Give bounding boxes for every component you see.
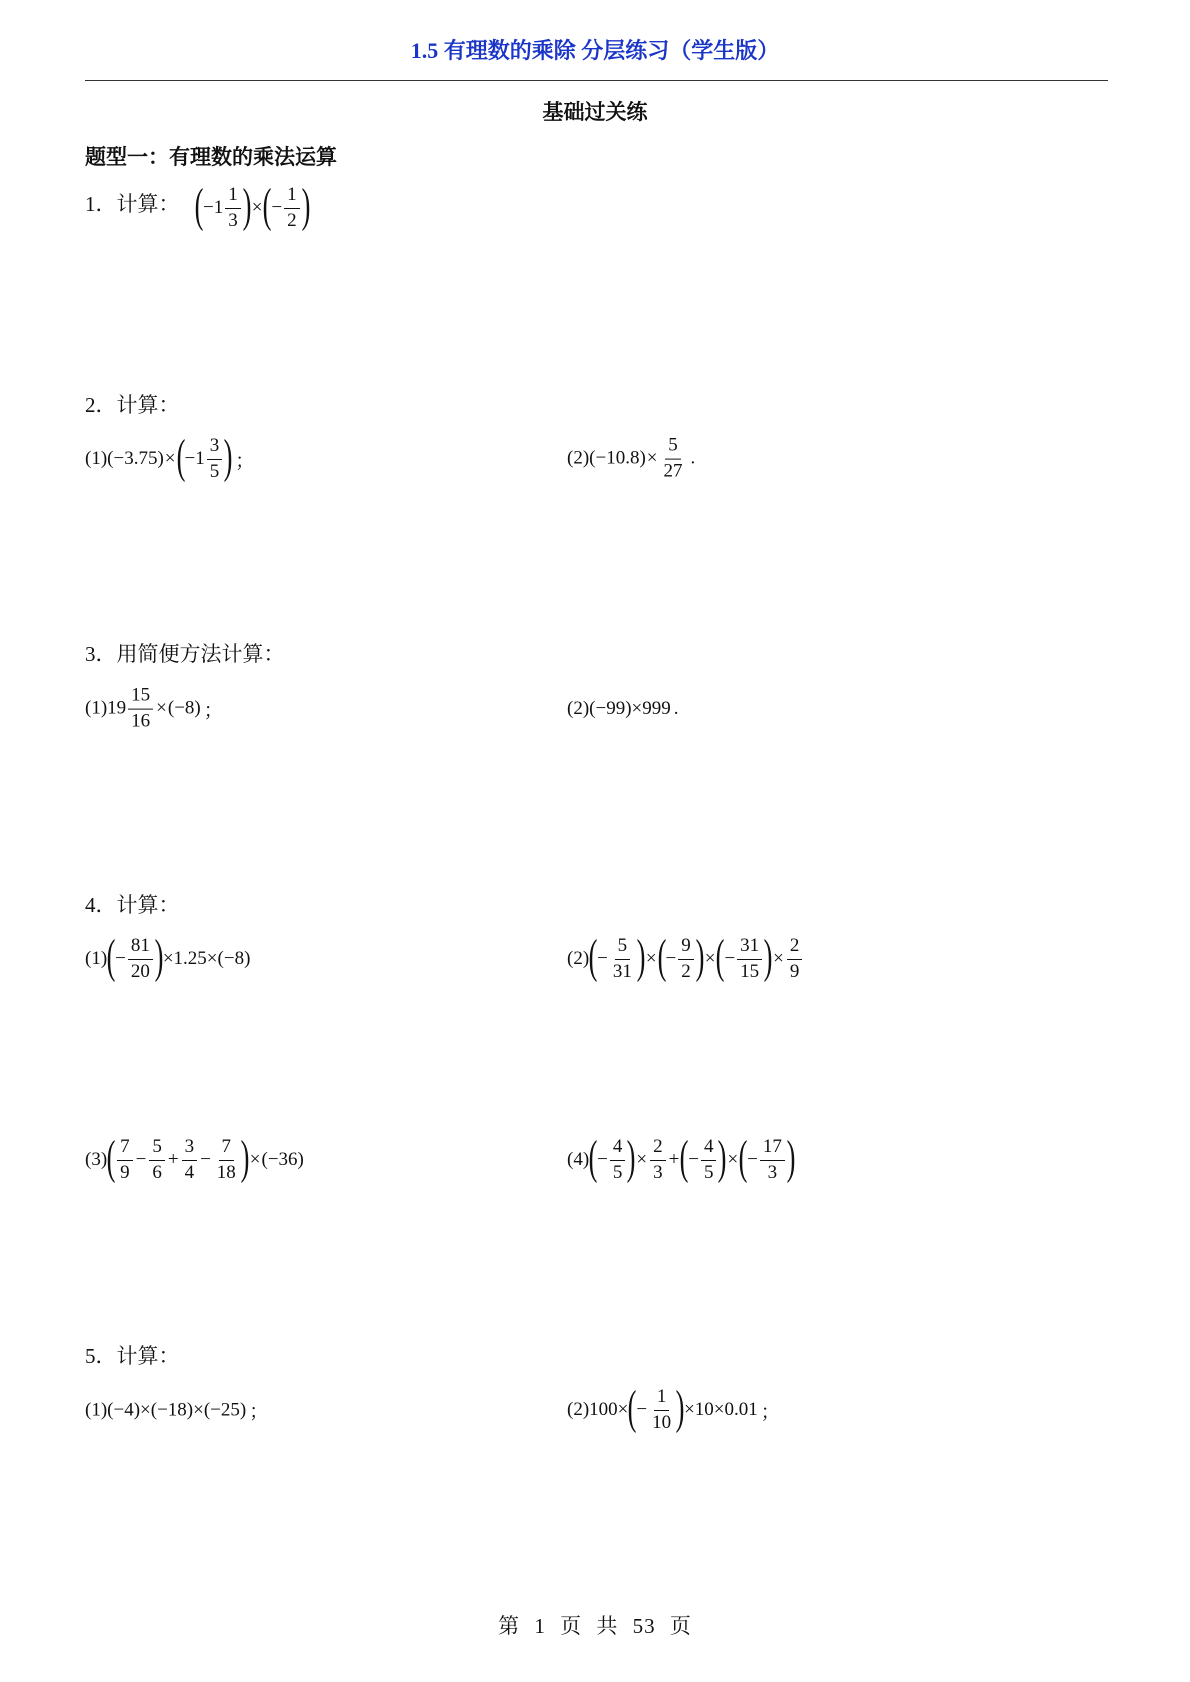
times-sign: × bbox=[727, 1149, 739, 1170]
fraction: $\frac{5}{27}$ bbox=[663, 434, 683, 482]
header-divider bbox=[85, 80, 1108, 81]
page-footer bbox=[0, 1610, 1190, 1640]
paren-close: ) bbox=[240, 1131, 250, 1184]
part-tag: (1) bbox=[85, 448, 108, 469]
paren-close: ) bbox=[763, 930, 773, 983]
fraction: $\frac{7}{18}$ bbox=[216, 1135, 236, 1183]
times-sign: × bbox=[704, 948, 716, 969]
minus-sign: − bbox=[135, 1149, 147, 1170]
part-tag: (1) bbox=[85, 698, 108, 719]
times-sign: × bbox=[251, 197, 263, 218]
paren-close: ) bbox=[223, 430, 233, 483]
times-sign: × bbox=[773, 948, 784, 969]
paren-close: ) bbox=[718, 1131, 727, 1184]
minus-sign: − bbox=[747, 1149, 758, 1170]
paren-open: ( bbox=[627, 1381, 637, 1434]
question-4-part-1 bbox=[85, 930, 251, 983]
end-punct: ； bbox=[203, 700, 223, 722]
operand: ×999 bbox=[631, 698, 671, 719]
part-tag: (1) bbox=[85, 1399, 108, 1420]
paren-close: ) bbox=[786, 1131, 796, 1184]
paren-close: ) bbox=[675, 1381, 685, 1434]
end-punct: ； bbox=[249, 1401, 269, 1423]
question-1-label: 1．计算： bbox=[85, 192, 180, 216]
question-4-label: 4．计算： bbox=[85, 893, 180, 917]
operand: (−8) bbox=[167, 698, 201, 719]
minus-sign: − bbox=[665, 948, 677, 969]
page-number: 1 bbox=[534, 1614, 546, 1638]
fraction: $\frac{5}{6}$ bbox=[149, 1137, 165, 1184]
question-1-expression bbox=[194, 179, 310, 232]
plus-sign: + bbox=[167, 1149, 179, 1170]
fraction: $\frac{2}{9}$ bbox=[787, 936, 803, 983]
fraction: $\frac{5}{31}$ bbox=[612, 934, 632, 982]
mixed-int: 19 bbox=[107, 698, 127, 719]
fraction: $\frac{81}{20}$ bbox=[128, 936, 153, 983]
times-sign: × bbox=[645, 948, 657, 969]
end-punct: . bbox=[673, 698, 679, 719]
paren-open: ( bbox=[657, 930, 666, 983]
fraction: $\frac{17}{3}$ bbox=[760, 1137, 785, 1184]
part-tag: (4) bbox=[567, 1149, 590, 1170]
mixed-int: −1 bbox=[184, 448, 205, 469]
fraction: $\frac{1}{2}$ bbox=[284, 185, 300, 232]
minus-sign: − bbox=[115, 948, 126, 969]
part-tag: (2) bbox=[567, 448, 590, 469]
minus-sign: − bbox=[724, 948, 736, 969]
paren-open: ( bbox=[194, 179, 204, 232]
times-sign: × bbox=[636, 1149, 648, 1170]
page-title: 1.5 有理数的乘除 分层练习（学生版） bbox=[410, 38, 780, 63]
minus-sign: − bbox=[271, 197, 283, 218]
question-3-part-2 bbox=[567, 698, 679, 720]
section-title: 基础过关练 bbox=[542, 100, 648, 124]
operand: (−36) bbox=[261, 1149, 304, 1170]
minus-sign: − bbox=[688, 1149, 699, 1170]
footer-text: 页 bbox=[560, 1614, 583, 1638]
operand: (−8) bbox=[217, 948, 251, 969]
paren-open: ( bbox=[176, 430, 185, 483]
mixed-int: −1 bbox=[202, 197, 224, 218]
fraction: $\frac{4}{5}$ bbox=[610, 1137, 626, 1184]
question-4-part-2 bbox=[567, 930, 804, 983]
fraction: $\frac{2}{3}$ bbox=[650, 1137, 666, 1184]
paren-close: ) bbox=[636, 930, 646, 983]
paren-open: ( bbox=[716, 930, 725, 983]
part-tag: (1) bbox=[85, 948, 108, 969]
fraction: $\frac{4}{5}$ bbox=[701, 1137, 717, 1184]
footer-text: 第 bbox=[498, 1614, 521, 1638]
paren-close: ) bbox=[301, 179, 310, 232]
paren-open: ( bbox=[106, 930, 116, 983]
paren-open: ( bbox=[679, 1131, 689, 1184]
paren-open: ( bbox=[106, 1131, 116, 1184]
part-tag: (3) bbox=[85, 1149, 108, 1170]
times-sign: × bbox=[646, 448, 658, 469]
question-2-part-2 bbox=[567, 436, 695, 483]
paren-close: ) bbox=[695, 930, 705, 983]
operand: ×1.25× bbox=[162, 948, 218, 969]
question-4-part-3 bbox=[85, 1131, 304, 1184]
operand: 100× bbox=[589, 1399, 629, 1420]
question-3-part-1 bbox=[85, 686, 223, 733]
minus-sign: − bbox=[636, 1399, 648, 1420]
paren-close: ) bbox=[626, 1131, 636, 1184]
question-4-part-4 bbox=[567, 1131, 796, 1184]
paren-open: ( bbox=[738, 1131, 748, 1184]
question-5-part-2 bbox=[567, 1381, 780, 1434]
total-pages: 53 bbox=[632, 1614, 656, 1638]
footer-text: 共 bbox=[596, 1614, 619, 1638]
fraction: $\frac{1}{10}$ bbox=[652, 1385, 672, 1433]
question-2-label: 2．计算： bbox=[85, 393, 180, 417]
question-5-part-1 bbox=[85, 1397, 268, 1424]
operand: (−99) bbox=[589, 698, 632, 719]
plus-sign: + bbox=[668, 1149, 680, 1170]
fraction: $\frac{3}{4}$ bbox=[182, 1137, 198, 1184]
part-tag: (2) bbox=[567, 698, 590, 719]
question-2-part-1 bbox=[85, 430, 255, 483]
minus-sign: − bbox=[200, 1149, 211, 1170]
part-tag: (2) bbox=[567, 948, 590, 969]
fraction: $\frac{1}{3}$ bbox=[225, 185, 241, 232]
end-punct: ； bbox=[760, 1401, 780, 1423]
part-tag: (2) bbox=[567, 1399, 590, 1420]
question-3-label: 3．用简便方法计算： bbox=[85, 642, 285, 666]
operand: ×10×0.01 bbox=[684, 1399, 758, 1420]
fraction: $\frac{3}{5}$ bbox=[207, 436, 223, 483]
minus-sign: − bbox=[597, 1149, 608, 1170]
end-punct: . bbox=[690, 448, 696, 469]
minus-sign: − bbox=[597, 948, 608, 969]
footer-text: 页 bbox=[669, 1614, 692, 1638]
paren-open: ( bbox=[588, 930, 598, 983]
operand: (−3.75) bbox=[107, 448, 164, 469]
operand: (−4)×(−18)×(−25) bbox=[107, 1399, 247, 1420]
paren-close: ) bbox=[154, 930, 164, 983]
fraction: $\frac{31}{15}$ bbox=[737, 936, 762, 983]
paren-close: ) bbox=[242, 179, 252, 232]
operand: (−10.8) bbox=[589, 448, 646, 469]
fraction: $\frac{15}{16}$ bbox=[128, 686, 153, 733]
times-sign: × bbox=[156, 698, 167, 719]
fraction: $\frac{7}{9}$ bbox=[117, 1137, 133, 1184]
paren-open: ( bbox=[588, 1131, 598, 1184]
times-sign: × bbox=[249, 1149, 261, 1170]
end-punct: ； bbox=[235, 450, 255, 472]
fraction: $\frac{9}{2}$ bbox=[678, 936, 694, 983]
question-5-label: 5．计算： bbox=[85, 1344, 180, 1368]
paren-open: ( bbox=[263, 179, 272, 232]
question-type-title: 题型一：有理数的乘法运算 bbox=[85, 145, 337, 169]
times-sign: × bbox=[164, 448, 176, 469]
